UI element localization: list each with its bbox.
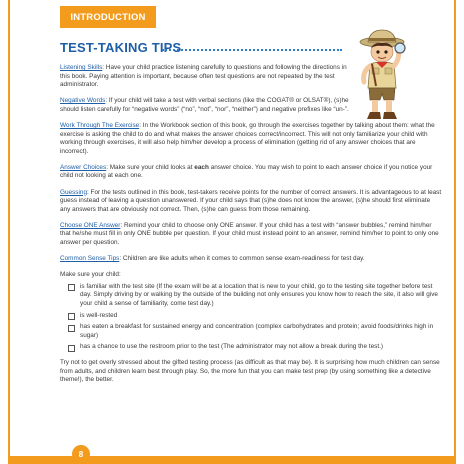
checklist-item: is familiar with the test site (If the exam will be at a location that is new to your child, go to the testing site together before test day. Simply driving by or walking by the outside of the building not only ensures you know how to reach the site, it also will give your child a sense of familiarity, come test day.)	[60, 283, 442, 309]
tip-body: answer choice. You may wish to point to each answer choice if you notice your child not looking at each one.	[60, 163, 433, 180]
checklist-item: is well-rested	[60, 312, 442, 321]
section-tab: INTRODUCTION	[60, 6, 156, 28]
closing-paragraph: Try not to get overly stressed about the gifted testing process (as difficult as that may be). It is surprising how much children can sense from adults, and children learn best through play. So, the more fun that you can make test prep (by using something like a detective theme!), the better.	[60, 358, 440, 384]
document-page	[8, 0, 456, 464]
tip-paragraph-choose-one	[60, 222, 442, 248]
tip-paragraph-answer-choices	[60, 164, 442, 181]
tip-paragraph-negative-words	[60, 97, 350, 114]
checklist-item: has a chance to use the restroom prior to the test (The administrator may not allow a break during the test.)	[60, 343, 442, 352]
page-title: TEST-TAKING TIPS	[60, 40, 182, 55]
tip-body: : If your child will take a test with verbal sections (like the COGAT® or OLSAT®), (s)he should listen carefully for “negative words” (“no”, “not”, “nor”, “neither”) and negative prefixes like “un-”.	[60, 97, 349, 113]
main-content	[60, 64, 442, 392]
tip-heading: Answer Choices	[60, 163, 107, 171]
tip-body: : Have your child practice listening carefully to questions and following the directions in this book. Paying attention is important, because often test questions are not repeated by the test administrator.	[60, 64, 347, 89]
tip-paragraph-guessing	[60, 189, 442, 215]
tip-body: : Remind your child to choose only ONE answer. If your child has a test with “answer bubbles,” remind him/her that he/she must fill in only ONE bubble per question. If your child must instead point to an answer, remind him/her to point to only one answer per question.	[60, 221, 439, 246]
tip-body: : Make sure your child looks at	[106, 163, 195, 171]
tip-body: : For the tests outlined in this book, test-takers receive points for the number of correct answers. It is advantageous to at least guess instead of leaving a question unanswered. If your child says that (s)he does not know the answer, (s)he should first eliminate any answers that are obviously not correct. Then, (s)he can guess from those remaining.	[60, 188, 442, 213]
tip-heading: Guessing	[60, 188, 87, 196]
tip-heading: Negative Words	[60, 97, 106, 105]
make-sure-label: Make sure your child:	[60, 271, 121, 279]
title-dotted-rule	[162, 49, 342, 51]
tip-emphasis: each	[194, 163, 209, 171]
tip-heading: Work Through The Exercise	[60, 121, 140, 129]
tip-heading: Common Sense Tips	[60, 255, 120, 263]
tip-paragraph-listening	[60, 64, 350, 90]
tip-paragraph-work-through	[60, 122, 442, 156]
checklist-item: has eaten a breakfast for sustained energy and concentration (complex carbohydrates and protein; avoid foods/drinks high in sugar)	[60, 323, 442, 340]
tip-body: : In the Workbook section of this book, go through the exercises together by talking about them: what the exercise is asking the child to do and what makes the answer choices correct/incorrect. This will not only familiarize your child with working through exercises, it will also help him/her develop a process of elimination (getting rid of any answer choices that are incorrect).	[60, 121, 435, 155]
tip-heading: Choose ONE Answer	[60, 221, 121, 229]
tip-heading: Listening Skills	[60, 64, 103, 71]
page-number-badge: 8	[72, 445, 90, 463]
tip-paragraph-common-sense	[60, 255, 442, 264]
readiness-checklist	[60, 283, 442, 352]
tip-body: : Children are like adults when it comes to common sense exam-readiness for test day.	[119, 255, 365, 263]
